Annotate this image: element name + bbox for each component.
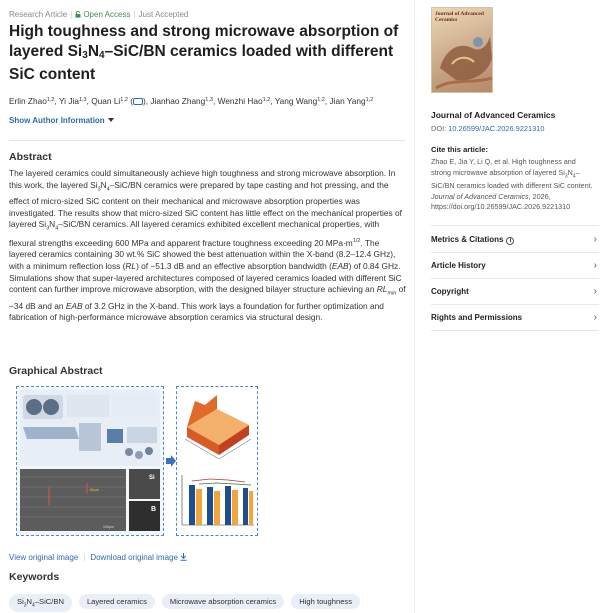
article-title: High toughness and strong microwave absorption of layered $Si_3N_4-SiC/BN$ ceramics loaded with different SiC content xyxy=(9,23,399,83)
graphical-abstract-heading: Graphical Abstract xyxy=(9,365,103,377)
divider xyxy=(431,278,599,279)
copyright-section[interactable]: Copyright › xyxy=(431,286,597,297)
download-icon xyxy=(180,553,187,561)
arrow-right-icon xyxy=(166,455,176,467)
article-status: Just Accepted xyxy=(138,10,189,19)
keyword-chip[interactable]: $Si_3N_4-SiC/BN$ xyxy=(9,594,72,612)
abstract-heading: Abstract xyxy=(9,151,52,163)
keywords-heading: Keywords xyxy=(9,571,60,583)
open-lock-icon xyxy=(75,11,81,18)
author-name[interactable]: Jianhao Zhang xyxy=(150,96,206,106)
download-original-image-link[interactable]: Download original image xyxy=(90,553,187,562)
svg-text:100μm: 100μm xyxy=(103,525,114,529)
keyword-chip[interactable]: Layered ceramics xyxy=(79,594,155,609)
svg-text:B: B xyxy=(151,506,157,513)
author-name[interactable]: Erlin Zhao xyxy=(9,96,47,106)
fabrication-schematic xyxy=(17,387,163,535)
article-history-section[interactable]: Article History › xyxy=(431,260,597,271)
journal-cover[interactable]: Journal of Advanced Ceramics xyxy=(431,7,493,93)
chevron-right-icon: › xyxy=(593,312,597,323)
cover-artwork xyxy=(432,8,493,93)
graphical-abstract-right-panel[interactable] xyxy=(176,386,258,536)
svg-text:16μm: 16μm xyxy=(89,487,100,492)
chevron-down-icon xyxy=(108,118,114,122)
metrics-citations-section[interactable]: Metrics & Citations i › xyxy=(431,234,597,245)
rights-permissions-section[interactable]: Rights and Permissions › xyxy=(431,312,597,323)
chevron-right-icon: › xyxy=(593,286,597,297)
svg-text:Si: Si xyxy=(149,475,155,481)
image-links: View original image | Download original image xyxy=(9,553,187,562)
column-divider xyxy=(414,0,415,613)
author-list: Erlin Zhao$^{1,2}$, Yi Jia$^{1,3}$, Quan Li$^{1,2}$ ( ), Jianhao Zhang$^{1,3}$, Wenzhi Hao$^{1,2}$, Yang Wang$^{1,2}$, Jian Yang$^{1,2}$ xyxy=(9,96,374,106)
view-original-image-link[interactable]: View original image xyxy=(9,553,79,562)
article-meta: Research Article | Open Access | Just Accepted xyxy=(9,10,189,19)
divider xyxy=(9,140,405,141)
article-type: Research Article xyxy=(9,10,68,19)
divider xyxy=(431,252,599,253)
divider xyxy=(431,304,599,305)
info-icon: i xyxy=(506,237,514,245)
abstract-text: The layered ceramics could simultaneously achieve high toughness and strong microwave absorption. In this work, the layered $Si_3N_4-SiC/BN$ ceramics were prepared by tape casting and hot pressing, and the effect of micro-sized SiC content on their mechanical and microwave absorption properties was investigated. The results show that micro-sized SiC content has little effect on the mechanical properties of layered $Si_3N_4-SiC/BN$ ceramics. All layered ceramics exhibited excellent mechanical properties, with flexural strengths exceeding 600 MPa and apparent fracture toughness exceeding 20 $MPa\cdot m^{1/2}$. The layered ceramics containing 30 wt.% SiC showed the best attenuation within the X-band (8.2–12.4 GHz), with a minimum reflection loss (RL) of −51.3 dB and an effective absorption bandwidth (EAB) of 0.84 GHz. Simulations show that super-layered architectures composed of layered ceramics loaded with different SiC content can further improve microwave absorption, with the designed bilayer structure achieving an $RL_{min}$ of −34 dB and an EAB of 3.2 GHz in the X-band. This work lays a foundation for further optimization and fabrication of high-performance microwave absorption ceramics via structural design. xyxy=(9,168,406,323)
journal-name[interactable]: Journal of Advanced Ceramics xyxy=(431,110,556,120)
doi-link[interactable]: 10.26599/JAC.2026.9221310 xyxy=(448,124,545,133)
keyword-chip[interactable]: Microwave absorption ceramics xyxy=(162,594,284,609)
chevron-right-icon: › xyxy=(593,260,597,271)
cite-heading: Cite this article: xyxy=(431,145,488,154)
keyword-list xyxy=(9,591,367,612)
keyword-chip[interactable]: High toughness xyxy=(291,594,360,609)
mail-icon[interactable] xyxy=(133,98,143,105)
author-name[interactable]: Wenzhi Hao xyxy=(217,96,263,106)
author-name[interactable]: Jian Yang xyxy=(329,96,366,106)
doi: DOI: 10.26599/JAC.2026.9221310 xyxy=(431,124,545,133)
author-name[interactable]: Yang Wang xyxy=(274,96,318,106)
results-plots xyxy=(177,387,257,535)
divider xyxy=(431,225,599,226)
graphical-abstract-left-panel[interactable] xyxy=(16,386,164,536)
author-name[interactable]: Quan Li xyxy=(91,96,121,106)
author-name[interactable]: Yi Jia xyxy=(58,96,79,106)
show-author-info-toggle[interactable]: Show Author Information xyxy=(9,116,114,125)
citation-text: Zhao E, Jia Y, Li Q, et al. High toughness and strong microwave absorption of layered $Si_3N_4-SiC/BN$ ceramics loaded with different SiC content. Journal of Advanced Ceramics, 2026, https://doi.org/10.26599/JAC.2026.9221310 xyxy=(431,157,593,212)
chevron-right-icon: › xyxy=(593,234,597,245)
divider xyxy=(431,330,599,331)
open-access-badge: Open Access xyxy=(75,10,130,19)
